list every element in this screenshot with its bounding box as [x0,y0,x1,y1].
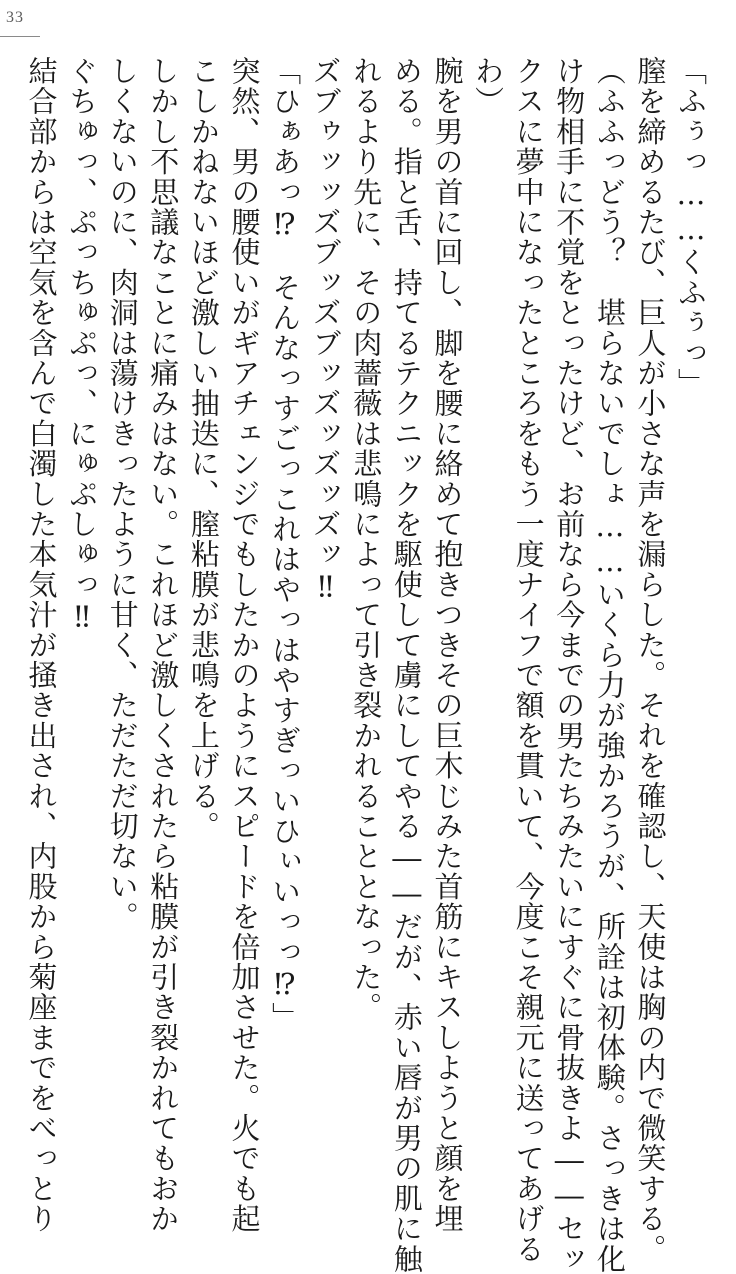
text-line-17: 結合部からは空気を含んで白濁した本気汁が掻き出され、内股から菊座までをべっとり [24,56,59,1234]
text-line-11: 「ひぁあっ⁉ そんなっすごっこれはやっはやすぎっいひぃいっっ⁉」 [268,56,303,1033]
text-line-6: わ） [471,56,506,117]
text-line-9: れるより先に、その肉薔薇は悲鳴によって引き裂かれることとなった。 [349,56,384,1023]
text-line-3: （ふふっどう？ 堪らないでしょ……いくら力が強かろうが、所詮は初体験。さっきは化 [592,56,627,1274]
text-line-15: しくないのに、肉洞は蕩けきったように甘く、ただただ切ない。 [105,56,140,932]
text-line-4: け物相手に不覚をとったけど、お前なら今までの男たちみたいにすぐに骨抜きよ――セッ [552,56,587,1274]
page-number-underline [0,36,40,37]
text-line-5: クスに夢中になったところをもう一度ナイフで額を貫いて、今度こそ親元に送ってあげる [511,56,546,1264]
page-number: 33 [6,9,24,26]
text-line-14: しかし不思議なことに痛みはない。これほど激しくされたら粘膜が引き裂かれてもおか [146,56,181,1234]
text-line-8: める。指と舌、持てるテクニックを駆使して虜にしてやる――だが、赤い唇が男の肌に触 [389,56,424,1274]
text-line-13: こしかねないほど激しい抽迭に、膣粘膜が悲鳴を上げる。 [186,56,221,842]
text-line-2: 膣を締めるたび、巨人が小さな声を漏らした。それを確認し、天使は胸の内で微笑する。 [633,56,668,1264]
text-line-10: ズブゥッッズブッズブッズッズッズッ‼ [308,56,343,605]
text-line-16: ぐちゅっ、ぷっちゅぷっ、にゅぷしゅっ‼ [65,56,100,635]
vertical-text-block [24,56,708,1274]
text-line-7: 腕を男の首に回し、脚を腰に絡めて抱きつきその巨木じみた首筋にキスしようと顔を埋 [430,56,465,1234]
text-line-12: 突然、男の腰使いがギアチェンジでもしたかのようにスピードを倍加させた。火でも起 [227,56,262,1234]
text-line-1: 「ふぅっ……くふぅっ」 [674,56,708,399]
